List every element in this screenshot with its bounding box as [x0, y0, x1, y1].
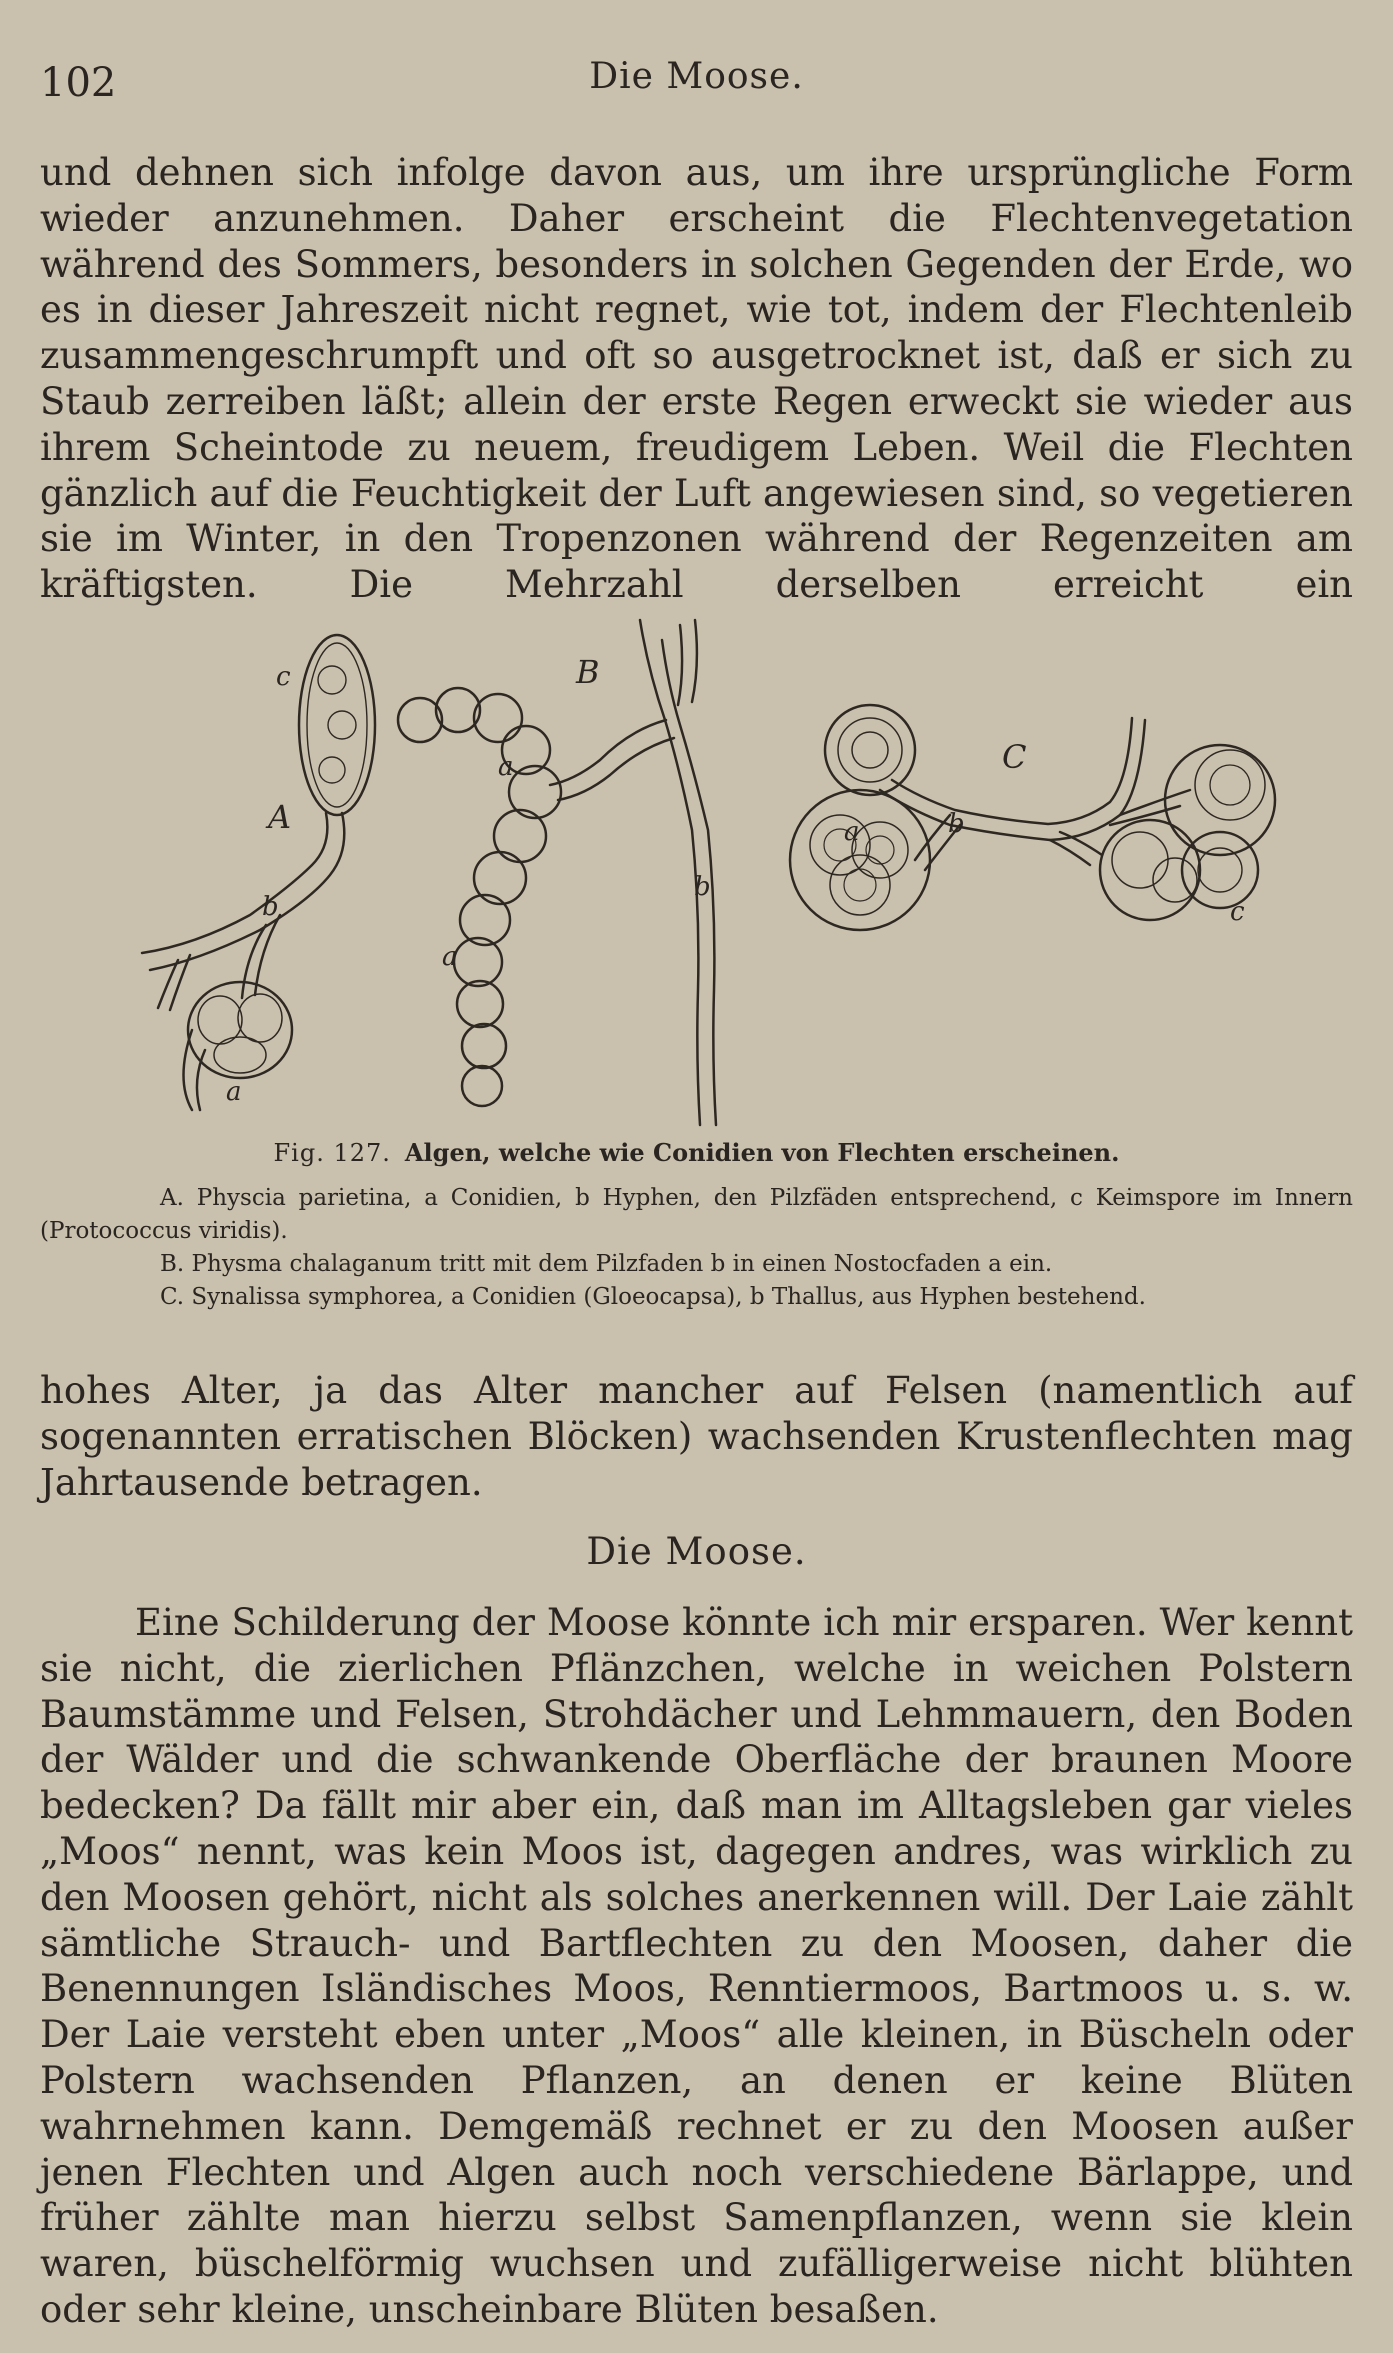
- figure-number: Fig. 127.: [273, 1139, 391, 1167]
- drawing-c-synalissa: [790, 705, 1275, 930]
- section-heading: Die Moose.: [586, 1530, 807, 1573]
- label-A: A: [268, 798, 292, 836]
- figure-labels: [226, 653, 1245, 1107]
- page-number: 102: [40, 60, 117, 106]
- paragraph-lichen-age: hohes Alter, ja das Alter mancher auf Felsen (namentlich auf sogenannten erratischen Blöcken) wachsenden Krustenflechten mag Jahrtausende betragen.: [40, 1369, 1353, 1504]
- figure-legend-a: A. Physcia parietina, a Conidien, b Hyphen, den Pilzfäden entsprechend, c Keimspore im Innern (Protococcus viridis).: [40, 1185, 1353, 1244]
- paragraph-moose: Eine Schilderung der Moose könnte ich mir ersparen. Wer kennt sie nicht, die zierlichen Pflänzchen, welche in weichen Polstern Baumstämme und Felsen, Strohdächer und Lehmmauern, den Boden der Wälder und die schwankende Oberfläche der braunen Moore bedecken? Da fällt mir aber ein, daß man im Alltagsleben gar vieles „Moos“ nennt, was kein Moos ist, dagegen andres, was wirklich zu den Moosen gehört, nicht als solches anerkennen will. Der Laie zählt sämtliche Strauch- und Bartflechten zu den Moosen, daher die Benennungen Isländisches Moos, Renntiermoos, Bartmoos u. s. w. Der Laie versteht eben unter „Moos“ alle kleinen, in Büscheln oder Polstern wachsenden Pflanzen, an denen er keine Blüten wahrnehmen kann. Demgemäß rechnet er zu den Moosen außer jenen Flechten und Algen auch noch verschiedene Bärlappe, und früher zählte man hierzu selbst Samenpflanzen, wenn sie klein waren, büschelförmig wuchsen und zufälligerweise nicht blühten oder sehr kleine, unscheinbare Blüten besaßen.: [40, 1601, 1353, 2331]
- figure-caption: [0, 1138, 1393, 1167]
- label-c-colony: c: [1230, 897, 1245, 927]
- paragraph-lichen-vegetation: und dehnen sich infolge davon aus, um ihre ursprüngliche Form wieder anzunehmen. Daher erscheint die Flechtenvegetation während des Sommers, besonders in solchen Gegenden der Erde, wo es in dieser Jahreszeit nicht regnet, wie tot, indem der Flechtenleib zusammengeschrumpft und oft so ausgetrocknet ist, daß er sich zu Staub zerreiben läßt; allein der erste Regen erweckt sie wieder aus ihrem Scheintode zu neuem, freudigem Leben. Weil die Flechten gänzlich auf die Feuchtigkeit der Luft angewiesen sind, so vegetieren sie im Winter, in den Tropenzonen während der Regenzeiten am kräftigsten. Die Mehrzahl derselben erreicht ein: [40, 151, 1353, 607]
- running-title: Die Moose.: [589, 56, 804, 97]
- label-a-conidien-c: a: [844, 817, 860, 847]
- label-b-pilzfaden: b: [694, 872, 711, 902]
- label-C: C: [1002, 738, 1027, 776]
- figure-title: Algen, welche wie Conidien von Flechten erscheinen.: [404, 1138, 1120, 1167]
- label-a-nostoc-top: a: [498, 752, 514, 782]
- algae-drawing: [80, 610, 1320, 1130]
- label-B: B: [576, 653, 600, 691]
- label-c-keimspore: c: [276, 662, 291, 692]
- figure-legend-b: B. Physma chalaganum tritt mit dem Pilzfaden b in einen Nostocfaden a ein.: [160, 1251, 1053, 1277]
- label-a-nostoc-bottom: a: [442, 942, 458, 972]
- drawing-b-physma: [398, 620, 716, 1125]
- label-b-thallus: b: [948, 809, 965, 839]
- label-a-conidien-a: a: [226, 1077, 242, 1107]
- figure-legend-c: C. Synalissa symphorea, a Conidien (Gloeocapsa), b Thallus, aus Hyphen bestehend.: [160, 1284, 1146, 1310]
- figure-127-illustration: [80, 610, 1320, 1130]
- label-b-hyphen-a: b: [262, 892, 279, 922]
- drawing-a-physcia: [142, 635, 375, 1110]
